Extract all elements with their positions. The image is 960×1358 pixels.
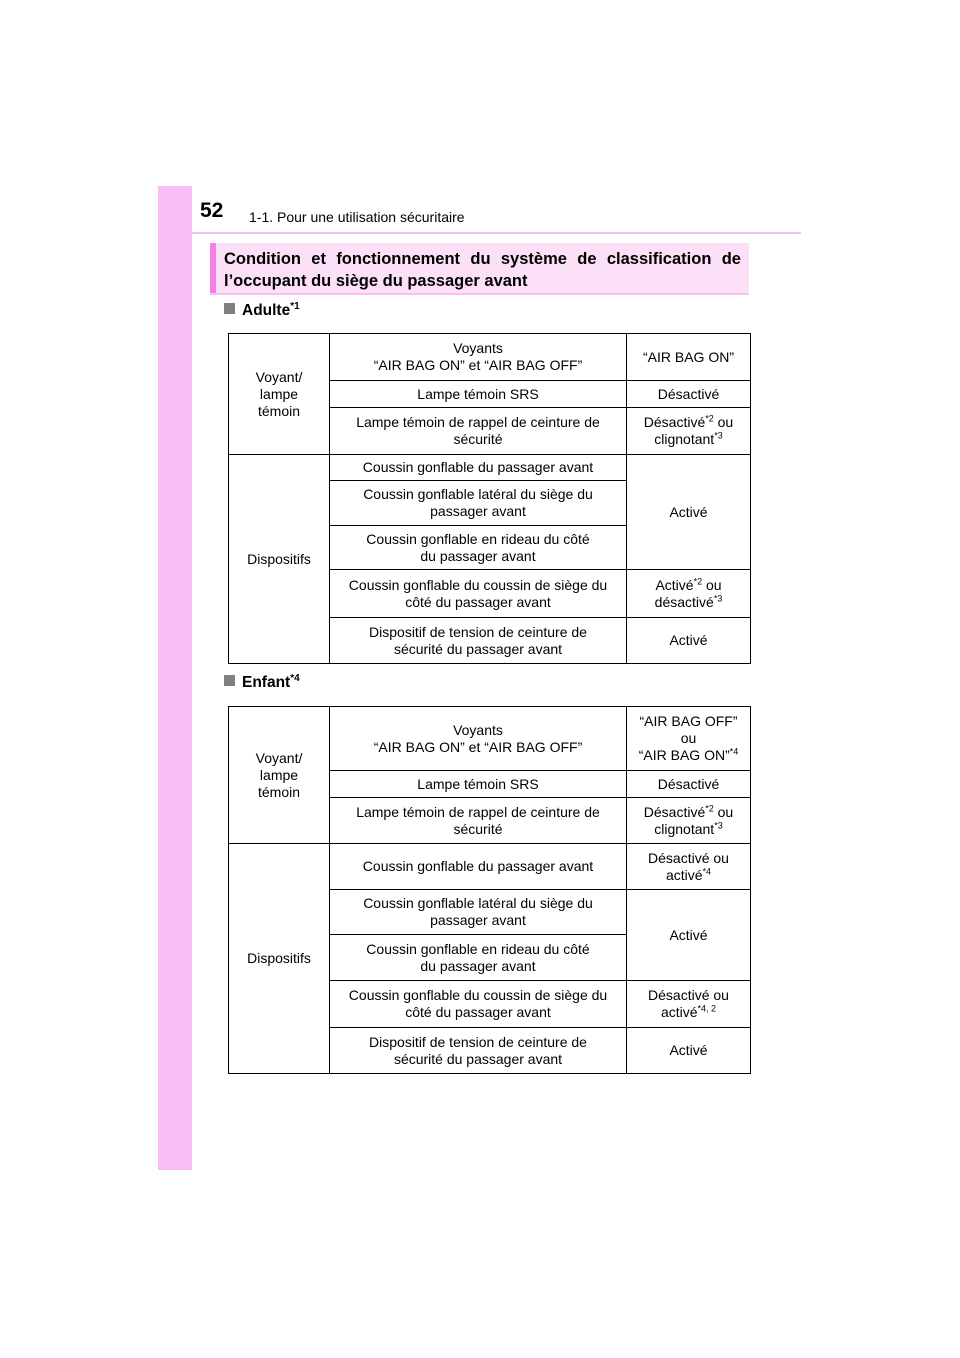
table-row: [229, 707, 751, 771]
front-airbag-label: Coussin gonflable du passager avant: [330, 455, 627, 481]
group-dispositifs-cell: Dispositifs: [229, 455, 330, 664]
section-accent-bar: [210, 243, 216, 293]
belt-reminder-label: Lampe témoin de rappel de ceinture de sécurité: [330, 408, 627, 455]
chapter-title: 1-1. Pour une utilisation sécuritaire: [249, 209, 465, 225]
srs-value: Désactivé: [627, 771, 751, 798]
pretensioner-value: Activé: [627, 1028, 751, 1074]
pretensioner-label: Dispositif de tension de ceinture de sécurité du passager avant: [330, 618, 627, 664]
side-airbag-label: Coussin gonflable latéral du siège du passager avant: [330, 890, 627, 935]
belt-reminder-label: Lampe témoin de rappel de ceinture de sécurité: [330, 798, 627, 844]
srs-label: Lampe témoin SRS: [330, 381, 627, 408]
belt-reminder-value: Désactivé$^{*2}$ ou clignotant$^{*3}$: [627, 798, 751, 844]
belt-reminder-value: Désactivé$^{*2}$ ou clignotant$^{*3}$: [627, 408, 751, 455]
cushion-airbag-value: Désactivé ou activé$^{*4, 2}$: [627, 981, 751, 1028]
airbags-shared-value: Activé: [627, 455, 751, 570]
square-bullet-icon: [224, 675, 235, 686]
page-number: 52: [200, 199, 224, 222]
square-bullet-icon: [224, 303, 235, 314]
voyants-label: Voyants “AIR BAG ON” et “AIR BAG OFF”: [330, 707, 627, 771]
table-row: [229, 844, 751, 890]
curtain-airbag-label: Coussin gonflable en rideau du côté du passager avant: [330, 526, 627, 570]
section-title: Condition et fonctionnement du système de classification de l’occupant du siège du passager avant: [224, 250, 741, 290]
side-color-strip: [158, 186, 192, 1170]
front-airbag-label: Coussin gonflable du passager avant: [330, 844, 627, 890]
side-airbag-label: Coussin gonflable latéral du siège du passager avant: [330, 481, 627, 526]
group-voyant-cell: Voyant/ lampe témoin: [229, 707, 330, 844]
pretensioner-value: Activé: [627, 618, 751, 664]
cushion-airbag-label: Coussin gonflable du coussin de siège du côté du passager avant: [330, 570, 627, 618]
header-rule: [192, 232, 801, 234]
child-classification-table: [228, 706, 751, 1074]
voyants-label: Voyants “AIR BAG ON” et “AIR BAG OFF”: [330, 334, 627, 381]
section-title-box: [210, 243, 749, 295]
curtain-airbag-label: Coussin gonflable en rideau du côté du passager avant: [330, 935, 627, 981]
cushion-airbag-value: Activé$^{*2}$ ou désactivé$^{*3}$: [627, 570, 751, 618]
srs-label: Lampe témoin SRS: [330, 771, 627, 798]
voyants-value: “AIR BAG ON”: [627, 334, 751, 381]
voyants-value: “AIR BAG OFF” ou “AIR BAG ON”$^{*4}$: [627, 707, 751, 771]
srs-value: Désactivé: [627, 381, 751, 408]
table-row: [229, 334, 751, 381]
front-airbag-value: Désactivé ou activé$^{*4}$: [627, 844, 751, 890]
group-voyant-cell: Voyant/ lampe témoin: [229, 334, 330, 455]
child-heading: Enfant$^{*4}$: [224, 674, 300, 692]
adult-heading: Adulte$^{*1}$: [224, 302, 300, 320]
airbags-shared-value: Activé: [627, 890, 751, 981]
footnote-ref: *4: [290, 672, 300, 684]
table-row: [229, 455, 751, 481]
group-dispositifs-cell: Dispositifs: [229, 844, 330, 1074]
cushion-airbag-label: Coussin gonflable du coussin de siège du côté du passager avant: [330, 981, 627, 1028]
pretensioner-label: Dispositif de tension de ceinture de sécurité du passager avant: [330, 1028, 627, 1074]
footnote-ref: *1: [290, 300, 300, 312]
adult-classification-table: [228, 333, 751, 664]
